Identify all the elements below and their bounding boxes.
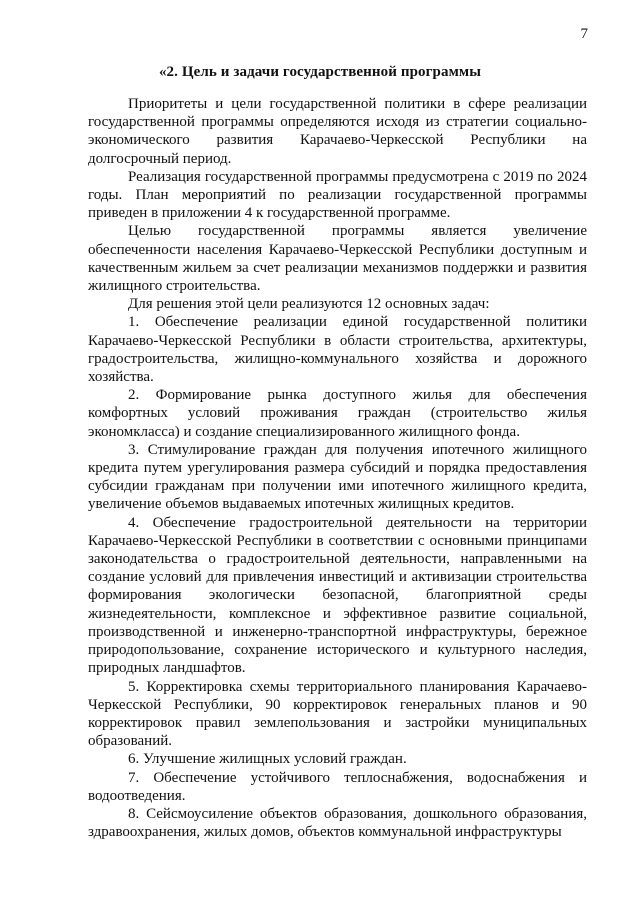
task-item-5: 5. Корректировка схемы территориального планирования Карачаево-Черкесской Республики, 90 корректировок генеральных планов и 90 корректировок правил землепользования и застройки муниципальных образований. [88,678,587,750]
task-item-3: 3. Стимулирование граждан для получения ипотечного жилищного кредита путем урегулирования размера субсидий и порядка предоставления субсидии гражданам при получении ими ипотечного жилищного кредита, увеличение объемов выдаваемых ипотечных жилищных кредитов. [88,441,587,513]
document-body [88,95,587,841]
task-item-1: 1. Обеспечение реализации единой государственной политики Карачаево-Черкесской Республики в области строительства, архитектуры, градостроительства, жилищно-коммунального хозяйства и дорожного хозяйства. [88,314,587,386]
task-item-8: 8. Сейсмоусиление объектов образования, дошкольного образования, здравоохранения, жилых домов, объектов коммунальной инфраструктуры [88,805,587,841]
section-title: «2. Цель и задачи государственной программы [158,64,482,80]
paragraph-tasks-intro: Для решения этой цели реализуются 12 основных задач: [128,296,490,313]
paragraph-program-goal: Целью государственной программы является увеличение обеспеченности населения Карачаево-Черкесской Республики доступным и качественным жильем за счет реализации механизмов поддержки и развития жилищного строительства. [88,223,587,295]
page-number: 7 [580,26,588,42]
paragraph-implementation-period: Реализация государственной программы предусмотрена с 2019 по 2024 годы. План мероприятий по реализации государственной программы приведен в приложении 4 к государственной программе. [88,168,587,222]
task-item-6: 6. Улучшение жилищных условий граждан. [128,751,407,768]
paragraph-priorities: Приоритеты и цели государственной политики в сфере реализации государственной программы определяются исходя из стратегии социально-экономического развития Карачаево-Черкесской Республики на долгосрочный период. [88,96,587,167]
task-item-2: 2. Формирование рынка доступного жилья для обеспечения комфортных условий проживания граждан (строительство жилья экономкласса) и создание специализированного жилищного фонда. [88,387,587,440]
task-item-4: 4. Обеспечение градостроительной деятельности на территории Карачаево-Черкесской Республики в соответствии с основными принципами законодательства о градостроительной деятельности, направленными на создание условий для привлечения инвестиций и активизации строительства формирования экологически безопасной, благоприятной среды жизнедеятельности, комплексное и эффективное развитие социальной, производственной и инженерно-транспортной инфраструктуры, бережное природопользование, сохранение исторического и культурного наследия, природных ландшафтов. [88,514,587,677]
task-item-7: 7. Обеспечение устойчивого теплоснабжения, водоснабжения и водоотведения. [88,769,587,804]
